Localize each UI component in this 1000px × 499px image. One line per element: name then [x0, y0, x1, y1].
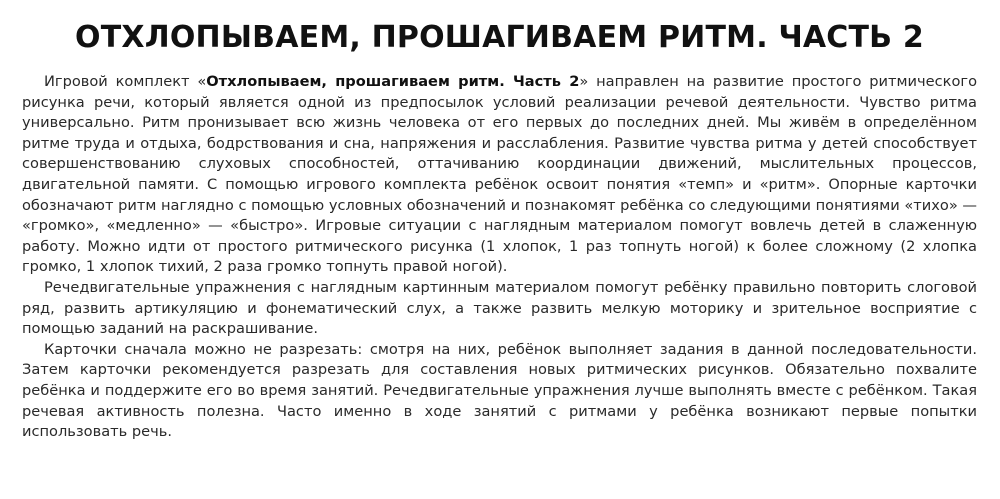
document-page — [22, 18, 977, 443]
paragraph-cards: Карточки сначала можно не разрезать: смотря на них, ребёнок выполняет задания в данной последовательности. Затем карточки рекомендуется разрезать для составления новых ритмических рисунков. Обязательно похвалите ребёнка и поддержите его во время занятий. Речедвигательные упражнения лучше выполнять вместе с ребёнком. Такая речевая активность полезна. Часто именно в ходе занятий с ритмами у ребёнка возникают первые попытки использовать речь. — [22, 340, 977, 441]
paragraph-exercises: Речедвигательные упражнения с наглядным картинным материалом помогут ребёнку правильно повторить слоговой ряд, развить артикуляцию и фонематический слух, а также развить мелкую моторику и зрительное восприятие с помощью заданий на раскрашивание. — [22, 278, 977, 338]
page-title: ОТХЛОПЫВАЕМ, ПРОШАГИВАЕМ РИТМ. ЧАСТЬ 2 — [75, 20, 924, 55]
product-name: Отхлопываем, прошагиваем ритм. Часть 2 — [206, 73, 580, 90]
paragraph-intro — [22, 72, 977, 278]
paragraph-intro-start: Игровой комплект « — [44, 73, 207, 90]
paragraph-intro-rest: » направлен на развитие простого ритмического рисунка речи, который является одной из предпосылок условий реализации речевой деятельности. Чувство ритма универсально. Ритм пронизывает всю жизнь человека от его первых до последних дней. Мы живём в определённом ритме труда и отдыха, бодрствования и сна, напряжения и расслабления. Развитие чувства ритма у детей способствует совершенствованию слуховых способностей, оттачиванию координации движений, мыслительных процессов, двигательной памяти. С помощью игрового комплекта ребёнок освоит понятия «темп» и «ритм». Опорные карточки обозначают ритм наглядно с помощью условных обозначений и познакомят ребёнка со следующими понятиями «тихо» — «громко», «медленно» — «быстро». Игровые ситуации с наглядным материалом помогут вовлечь детей в слаженную работу. Можно идти от простого ритмического рисунка (1 хлопок, 1 раз топнуть ногой) к более сложному (2 хлопка громко, 1 хлопок тихий, 2 раза громко топнуть правой ногой). — [22, 73, 978, 276]
